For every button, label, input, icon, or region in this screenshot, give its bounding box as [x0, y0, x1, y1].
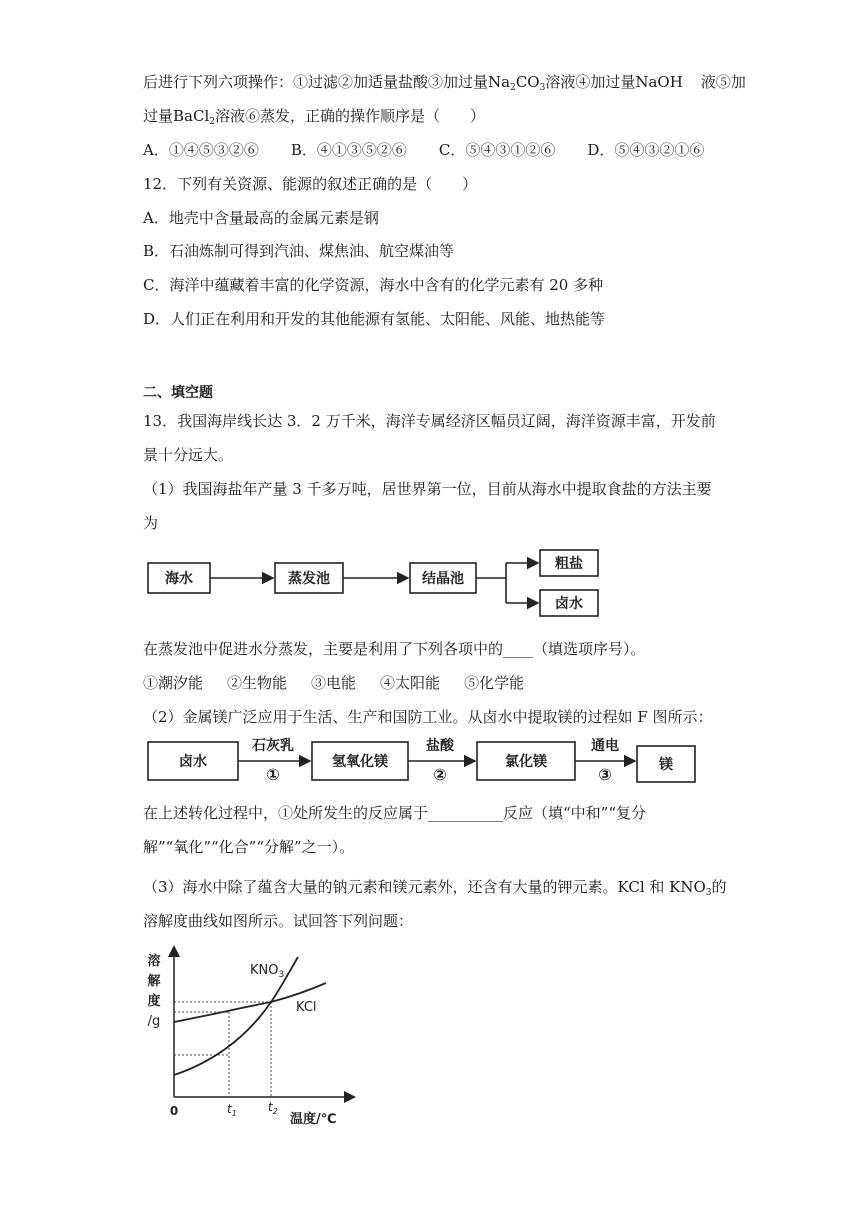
solubility-chart: [140, 945, 360, 1130]
flow2-reagent3: 通电: [591, 738, 619, 754]
flow1-cryst-pool: 结晶池: [422, 571, 464, 587]
q11-line2: 过量BaCl$_2$溶液⑥蒸发，正确的操作顺序是（ ）: [143, 107, 486, 127]
energy-option-5[interactable]: ⑤化学能: [464, 674, 525, 692]
q11-option-d[interactable]: D．⑤④③②①⑥: [587, 141, 705, 159]
flow2-reagent2: 盐酸: [426, 738, 454, 754]
ylabel-char-2: 解: [147, 974, 161, 989]
q11-options: [143, 140, 736, 160]
flow2-reagent1: 石灰乳: [252, 738, 294, 754]
q12-option-c[interactable]: C．海洋中蕴藏着丰富的化学资源，海水中含有的化学元素有 20 多种: [143, 276, 604, 294]
naoh-formula: NaOH: [635, 73, 683, 91]
section-title: 二、填空题: [143, 385, 213, 401]
ylabel-unit: /g: [147, 1014, 161, 1029]
kcl-label: KCl: [296, 1000, 317, 1015]
q13-part2-question-line2: 解”“氧化”“化合”“分解”之一）。: [143, 838, 355, 856]
salt-extraction-flow-diagram: [140, 544, 620, 622]
flow2-step2: ②: [433, 765, 447, 784]
flow1-crude-salt: 粗盐: [555, 556, 583, 572]
flow2-mg-oh2: 氢氧化镁: [332, 754, 388, 770]
x-axis-label: 温度/℃: [290, 1112, 337, 1127]
ylabel-char-3: 度: [147, 994, 161, 1009]
q13-part2-line1: （2）金属镁广泛应用于生活、生产和国防工业。从卤水中提取镁的过程如 F 图所示：: [143, 708, 713, 726]
ylabel-char-1: 溶: [147, 954, 161, 969]
magnesium-extraction-flow-diagram: [140, 730, 710, 794]
flow1-brine: 卤水: [555, 596, 583, 612]
q11-option-a[interactable]: A．①④⑤③②⑥: [143, 141, 259, 159]
energy-option-4[interactable]: ④太阳能: [380, 674, 441, 692]
flow2-mgcl2: 氯化镁: [505, 754, 547, 770]
flow2-brine: 卤水: [179, 754, 207, 770]
q13-part3-line2: 溶解度曲线如图所示。试回答下列问题：: [143, 912, 414, 930]
q12-option-a[interactable]: A．地壳中含量最高的金属元素是钢: [143, 209, 379, 227]
energy-option-3[interactable]: ③电能: [311, 674, 357, 692]
na2co3-formula: $Na_2CO_3$: [488, 73, 546, 93]
q13-part2-question-line1: 在上述转化过程中，①处所发生的反应属于__________反应（填“中和”“复分: [143, 804, 647, 822]
flow1-seawater: 海水: [165, 571, 193, 587]
flow2-step3: ③: [598, 765, 612, 784]
flow2-mg: 镁: [659, 757, 673, 773]
q13-intro-line1: 13．我国海岸线长达 3．2 万千米，海洋专属经济区幅员辽阔，海洋资源丰富，开发前: [143, 412, 716, 430]
energy-option-1[interactable]: ①潮汐能: [143, 674, 204, 692]
flow2-step1: ①: [266, 765, 280, 784]
q11-line1: 后进行下列六项操作：①过滤②加适量盐酸③加过量$Na_2CO_3$溶液④加过量NaOH 液⑤加: [143, 73, 746, 93]
kno3-label: $KNO_3$: [250, 963, 285, 980]
q13-part3-line1: （3）海水中除了蕴含大量的钠元素和镁元素外，还含有大量的钾元素。KCl 和 $KNO_3$的: [143, 878, 727, 898]
energy-option-2[interactable]: ②生物能: [227, 674, 288, 692]
q13-part1-line2: 为: [143, 514, 159, 532]
bacl2-formula: BaCl$_2$: [173, 107, 215, 127]
flow1-evap-pool: 蒸发池: [288, 571, 330, 587]
x-tick-0: 0: [169, 1104, 179, 1118]
x-tick-t2: $t_2$: [268, 1100, 278, 1116]
q12-option-d[interactable]: D．人们正在利用和开发的其他能源有氢能、太阳能、风能、地热能等: [143, 310, 606, 328]
q11-option-b[interactable]: B．④①③⑤②⑥: [290, 141, 407, 159]
q12-option-b[interactable]: B．石油炼制可得到汽油、煤焦油、航空煤油等: [143, 242, 455, 260]
q13-intro-line2: 景十分远大。: [143, 446, 234, 464]
q13-part1-options: [143, 673, 548, 693]
q13-part1-question: 在蒸发池中促进水分蒸发，主要是利用了下列各项中的____（填选项序号）。: [143, 640, 646, 658]
q12-stem: 12．下列有关资源、能源的叙述正确的是（ ）: [143, 175, 478, 193]
q11-option-c[interactable]: C．⑤④③①②⑥: [438, 141, 556, 159]
x-tick-t1: $t_1$: [227, 1102, 237, 1118]
q13-part1-line1: （1）我国海盐年产量 3 千多万吨，居世界第一位，目前从海水中提取食盐的方法主要: [143, 480, 712, 498]
